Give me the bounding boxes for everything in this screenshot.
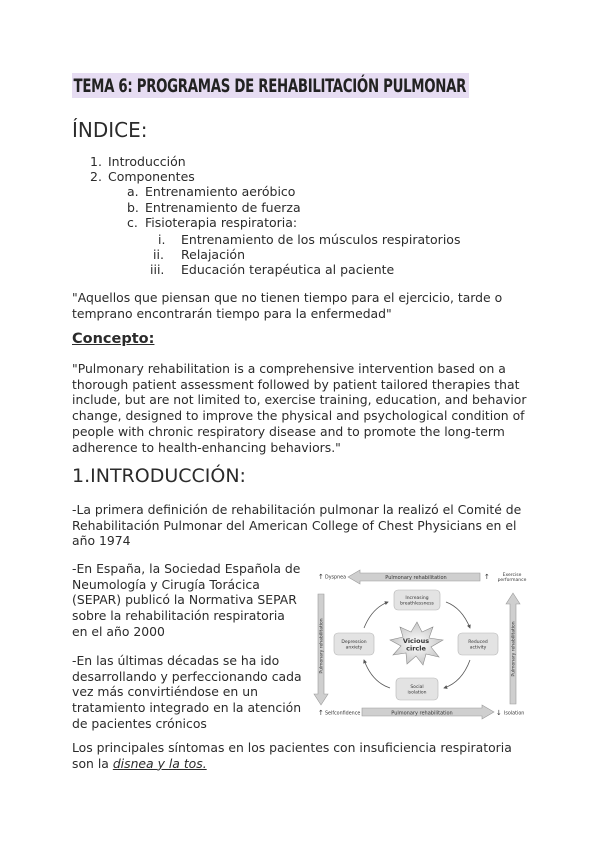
index-subsubitem (150, 262, 395, 277)
quote-paragraph: "Aquellos que piensan que no tienen tiempo para el ejercicio, tarde o temprano encontrarán tiempo para la enfermedad" (72, 290, 503, 321)
box-label: breathlessness (400, 601, 434, 607)
box-label: anxiety (345, 645, 363, 651)
down-arrow-glyph: ↓ (496, 709, 502, 717)
index-subitem-label: Fisioterapia respiratoria: (145, 215, 298, 230)
cycle-arrow (364, 602, 388, 628)
index-subitem-letter: c. (127, 215, 138, 230)
document-title: TEMA 6: PROGRAMAS DE REHABILITACIÓN PULMONAR (72, 73, 469, 98)
isolation-label: Isolation (504, 711, 525, 717)
intro-paragraph-3: -En las últimas décadas se ha ido desarrollando y perfeccionando cada vez más convirtiéndose en un tratamiento integrado en la atención de pacientes crónicos (72, 653, 302, 731)
index-subsubitem-label: Entrenamiento de los músculos respiratorios (181, 232, 461, 247)
vicious-circle-diagram (312, 564, 530, 724)
intro-paragraph-4 (72, 740, 532, 771)
bottom-arrow-label: Pulmonary rehabilitation (391, 710, 453, 717)
index-subitem-label: Entrenamiento de fuerza (145, 200, 301, 215)
cycle-arrow (446, 602, 470, 628)
index-subitem-label: Entrenamiento aeróbico (145, 184, 296, 199)
index-subsubitem-numeral: iii. (150, 262, 165, 277)
intro-paragraph-1: -La primera definición de rehabilitación pulmonar la realizó el Comité de Rehabilitación Pulmonar del American College of Chest Physicians en el año 1974 (72, 502, 522, 549)
up-arrow-glyph: ↑ (318, 709, 324, 717)
box-label: Increasing (405, 596, 429, 601)
index-subsubitem (158, 232, 461, 247)
index-subitem-letter: a. (127, 184, 139, 199)
index-item-number: 1. (90, 154, 102, 169)
dyspnea-label: Dyspnea (325, 575, 347, 581)
index-heading: ÍNDICE: (72, 118, 148, 142)
box-label: Depression (341, 640, 367, 645)
title-highlight (72, 73, 581, 98)
box-label: activity (469, 645, 487, 651)
index-subsubitem-label: Relajación (181, 247, 245, 262)
index-subitem-letter: b. (127, 200, 139, 215)
symptoms-text: Los principales síntomas en los pacientes con insuficiencia respiratoria son la (72, 740, 512, 771)
up-arrow-glyph: ↑ (484, 573, 490, 581)
cycle-arrow (364, 660, 390, 688)
index-subsubitem-numeral: ii. (153, 247, 164, 262)
circle-label: circle (406, 644, 426, 653)
index-subsubitem-numeral: i. (158, 232, 166, 247)
index-subsubitem (153, 247, 245, 262)
box-label: isolation (407, 690, 427, 696)
cycle-arrow (444, 660, 470, 688)
performance-label: performance (497, 578, 527, 583)
left-arrow-label: Pulmonary rehabilitation (319, 618, 325, 674)
introduccion-heading: 1.INTRODUCCIÓN: (72, 465, 246, 487)
selfconfidence-label: Selfconfidence (325, 711, 361, 717)
right-arrow-label: Pulmonary rehabilitation (511, 621, 517, 677)
index-item (90, 169, 195, 184)
intro-paragraph-2: -En España, la Sociedad Española de Neumología y Cirugía Torácica (SEPAR) publicó la Normativa SEPAR sobre la rehabilitación respiratoria en el año 2000 (72, 561, 301, 639)
index-subitem (127, 184, 296, 199)
symptoms-emphasis: disnea y la tos. (112, 755, 207, 771)
box-label: Social (410, 685, 424, 690)
index-subitem (127, 200, 301, 215)
vicious-label: Vicious (402, 637, 430, 645)
box-label: Reduced (468, 640, 488, 645)
top-arrow-label: Pulmonary rehabilitation (385, 575, 447, 581)
index-item-number: 2. (90, 169, 102, 184)
index-item-label: Componentes (108, 169, 195, 184)
index-subitem (127, 215, 298, 230)
index-item (90, 154, 186, 169)
index-item-label: Introducción (108, 154, 186, 169)
concepto-paragraph: "Pulmonary rehabilitation is a comprehensive intervention based on a thorough patient assessment followed by patient tailored therapies that include, but are not limited to, exercise training, education, and behavior change, designed to improve the physical and psychological condition of people with chronic respiratory disease and to promote the long-term adherence to health-enhancing behaviors." (72, 361, 527, 455)
up-arrow-glyph: ↑ (318, 573, 324, 581)
exercise-label: Exercise (502, 573, 522, 578)
concepto-heading: Concepto: (72, 331, 155, 347)
index-subsubitem-label: Educación terapéutica al paciente (181, 262, 395, 277)
